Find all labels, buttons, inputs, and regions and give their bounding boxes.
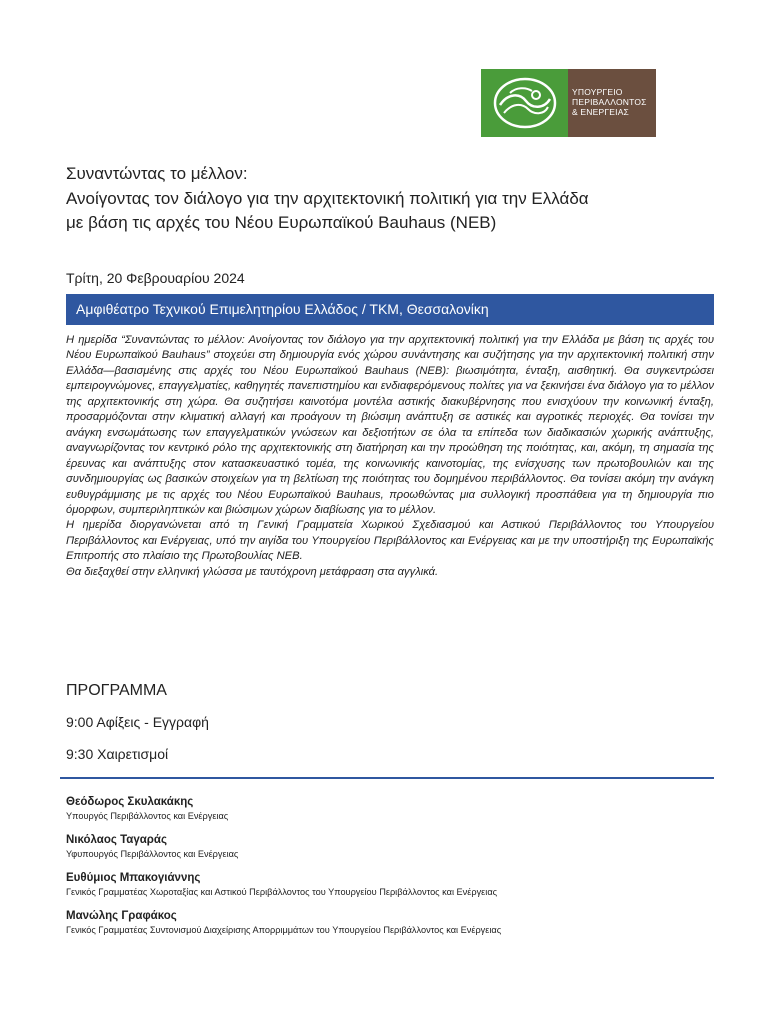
divider xyxy=(60,777,714,779)
logo-emblem xyxy=(481,69,568,137)
venue-banner: Αμφιθέατρο Τεχνικού Επιμελητηρίου Ελλάδος / ΤΚΜ, Θεσσαλονίκη xyxy=(66,294,714,325)
event-date: Τρίτη, 20 Φεβρουαρίου 2024 xyxy=(66,270,245,286)
speaker-item xyxy=(66,833,726,861)
speaker-role: Γενικός Γραμματέας Χωροταξίας και Αστικού Περιβάλλοντος του Υπουργείου Περιβάλλοντος και Ενέργειας xyxy=(66,887,498,897)
intro-paragraph-3: Θα διεξαχθεί στην ελληνική γλώσσα με ταυτόχρονη μετάφραση στα αγγλικά. xyxy=(66,565,439,578)
speaker-name: Νικόλαος Ταγαράς xyxy=(66,834,167,846)
title-line-2: Ανοίγοντας τον διάλογο για την αρχιτεκτονική πολιτική για την Ελλάδα xyxy=(66,188,589,208)
speaker-name: Μανώλης Γραφάκος xyxy=(66,910,177,922)
speaker-item xyxy=(66,795,726,823)
speaker-item xyxy=(66,871,726,899)
title-line-1: Συναντώντας το μέλλον: xyxy=(66,164,248,183)
program-slot-greetings: 9:30 Χαιρετισμοί xyxy=(66,746,169,762)
logo-text xyxy=(568,69,656,137)
speaker-role: Γενικός Γραμματέας Συντονισμού Διαχείρισης Απορριμμάτων του Υπουργείου Περιβάλλοντος και Ενέργειας xyxy=(66,925,502,935)
speaker-role: Υφυπουργός Περιβάλλοντος και Ενέργειας xyxy=(66,849,239,859)
speaker-name: Θεόδωρος Σκυλακάκης xyxy=(66,796,194,808)
page-title xyxy=(66,162,726,236)
speaker-role: Υπουργός Περιβάλλοντος και Ενέργειας xyxy=(66,811,229,821)
swirl-emblem-icon xyxy=(490,75,560,131)
intro-text xyxy=(66,333,714,580)
speaker-list xyxy=(66,795,726,947)
ministry-logo xyxy=(481,69,656,137)
logo-line-2: ΠΕΡΙΒΑΛΛΟΝΤΟΣ xyxy=(572,97,647,107)
speaker-name: Ευθύμιος Μπακογιάννης xyxy=(66,872,201,884)
title-line-3: με βάση τις αρχές του Νέου Ευρωπαϊκού Bauhaus (NEB) xyxy=(66,213,497,232)
intro-paragraph-2: Η ημερίδα διοργανώνεται από τη Γενική Γραμματεία Χωρικού Σχεδιασμού και Αστικού Περιβάλλοντος του Υπουργείου Περιβάλλοντος και Ενέργειας, υπό την αιγίδα του Υπουργείου Περιβάλλοντος και Ενέργειας και με την υποστήριξη της Ευρωπαϊκής Επιτροπής στο πλαίσιο της Πρωτοβουλίας NEB. xyxy=(66,519,714,563)
logo-line-3: & ΕΝΕΡΓΕΙΑΣ xyxy=(572,107,630,117)
program-slot-arrivals: 9:00 Αφίξεις - Εγγραφή xyxy=(66,714,209,730)
intro-paragraph-1: Η ημερίδα “Συναντώντας το μέλλον: Ανοίγοντας τον διάλογο για την αρχιτεκτονική πολιτική για την Ελλάδα με βάση τις αρχές του Νέου Ευρωπαϊκού Bauhaus” στοχεύει στη δημιουργία ενός χώρου συνάντησης και συζήτησης για την αρχιτεκτονική πολιτική στην Ελλάδα—βασισμένης στις αρχές του Νέου Ευρωπαϊκού Bauhaus (NEB): βιωσιμότητα, ένταξη, αισθητική. Θα συγκεντρώσει εμπειρογνώμονες, επαγγελματίες, καθηγητές πανεπιστημίου και ενδιαφερόμενους πολίτες για να ξεκινήσει ένα διάλογο για το μέλλον της αρχιτεκτονικής στη χώρα. Θα συζητήσει καινοτόμα μοντέλα αστικής διακυβέρνησης που ενισχύουν την κοινωνική ένταξη, προσαρμόζονται στην κλιματική αλλαγή και προάγουν τη βιώσιμη ανάπτυξη σε αστικές και αγροτικές περιοχές. Θα τονίσει την ανάγκη ενσωμάτωσης των επαγγελματικών γνώσεων και δεξιοτήτων σε όλα τα επίπεδα των διαδικασιών χωρικής ανάπτυξης, αναγνωρίζοντας τον κεντρικό ρόλο της αρχιτεκτονικής στη διατήρηση και την προώθηση της ποιότητας, και, ακόμη, τη σημασία της έρευνας και ανάπτυξης στον κατασκευαστικό τομέα, της κοινωνικής καινοτομίας, της ενίσχυσης των πρωτοβουλιών και της συνδημιουργίας ως βασικών στοιχείων για τη βελτίωση της ποιότητας του δομημένου περιβάλλοντος. Θα τονίσει ακόμη την ανάγκη ευθυγράμμισης με τις αρχές του Νέου Ευρωπαϊκού Bauhaus, προωθώντας μια συλλογική προσπάθεια για τη δημιουργία πιο όμορφων, συμπεριληπτικών και βιώσιμων χώρων διαβίωσης για το μέλλον. xyxy=(66,334,714,516)
program-heading: ΠΡΟΓΡΑΜΜΑ xyxy=(66,682,167,699)
logo-line-1: ΥΠΟΥΡΓΕΙΟ xyxy=(572,87,623,97)
speaker-item xyxy=(66,909,726,937)
